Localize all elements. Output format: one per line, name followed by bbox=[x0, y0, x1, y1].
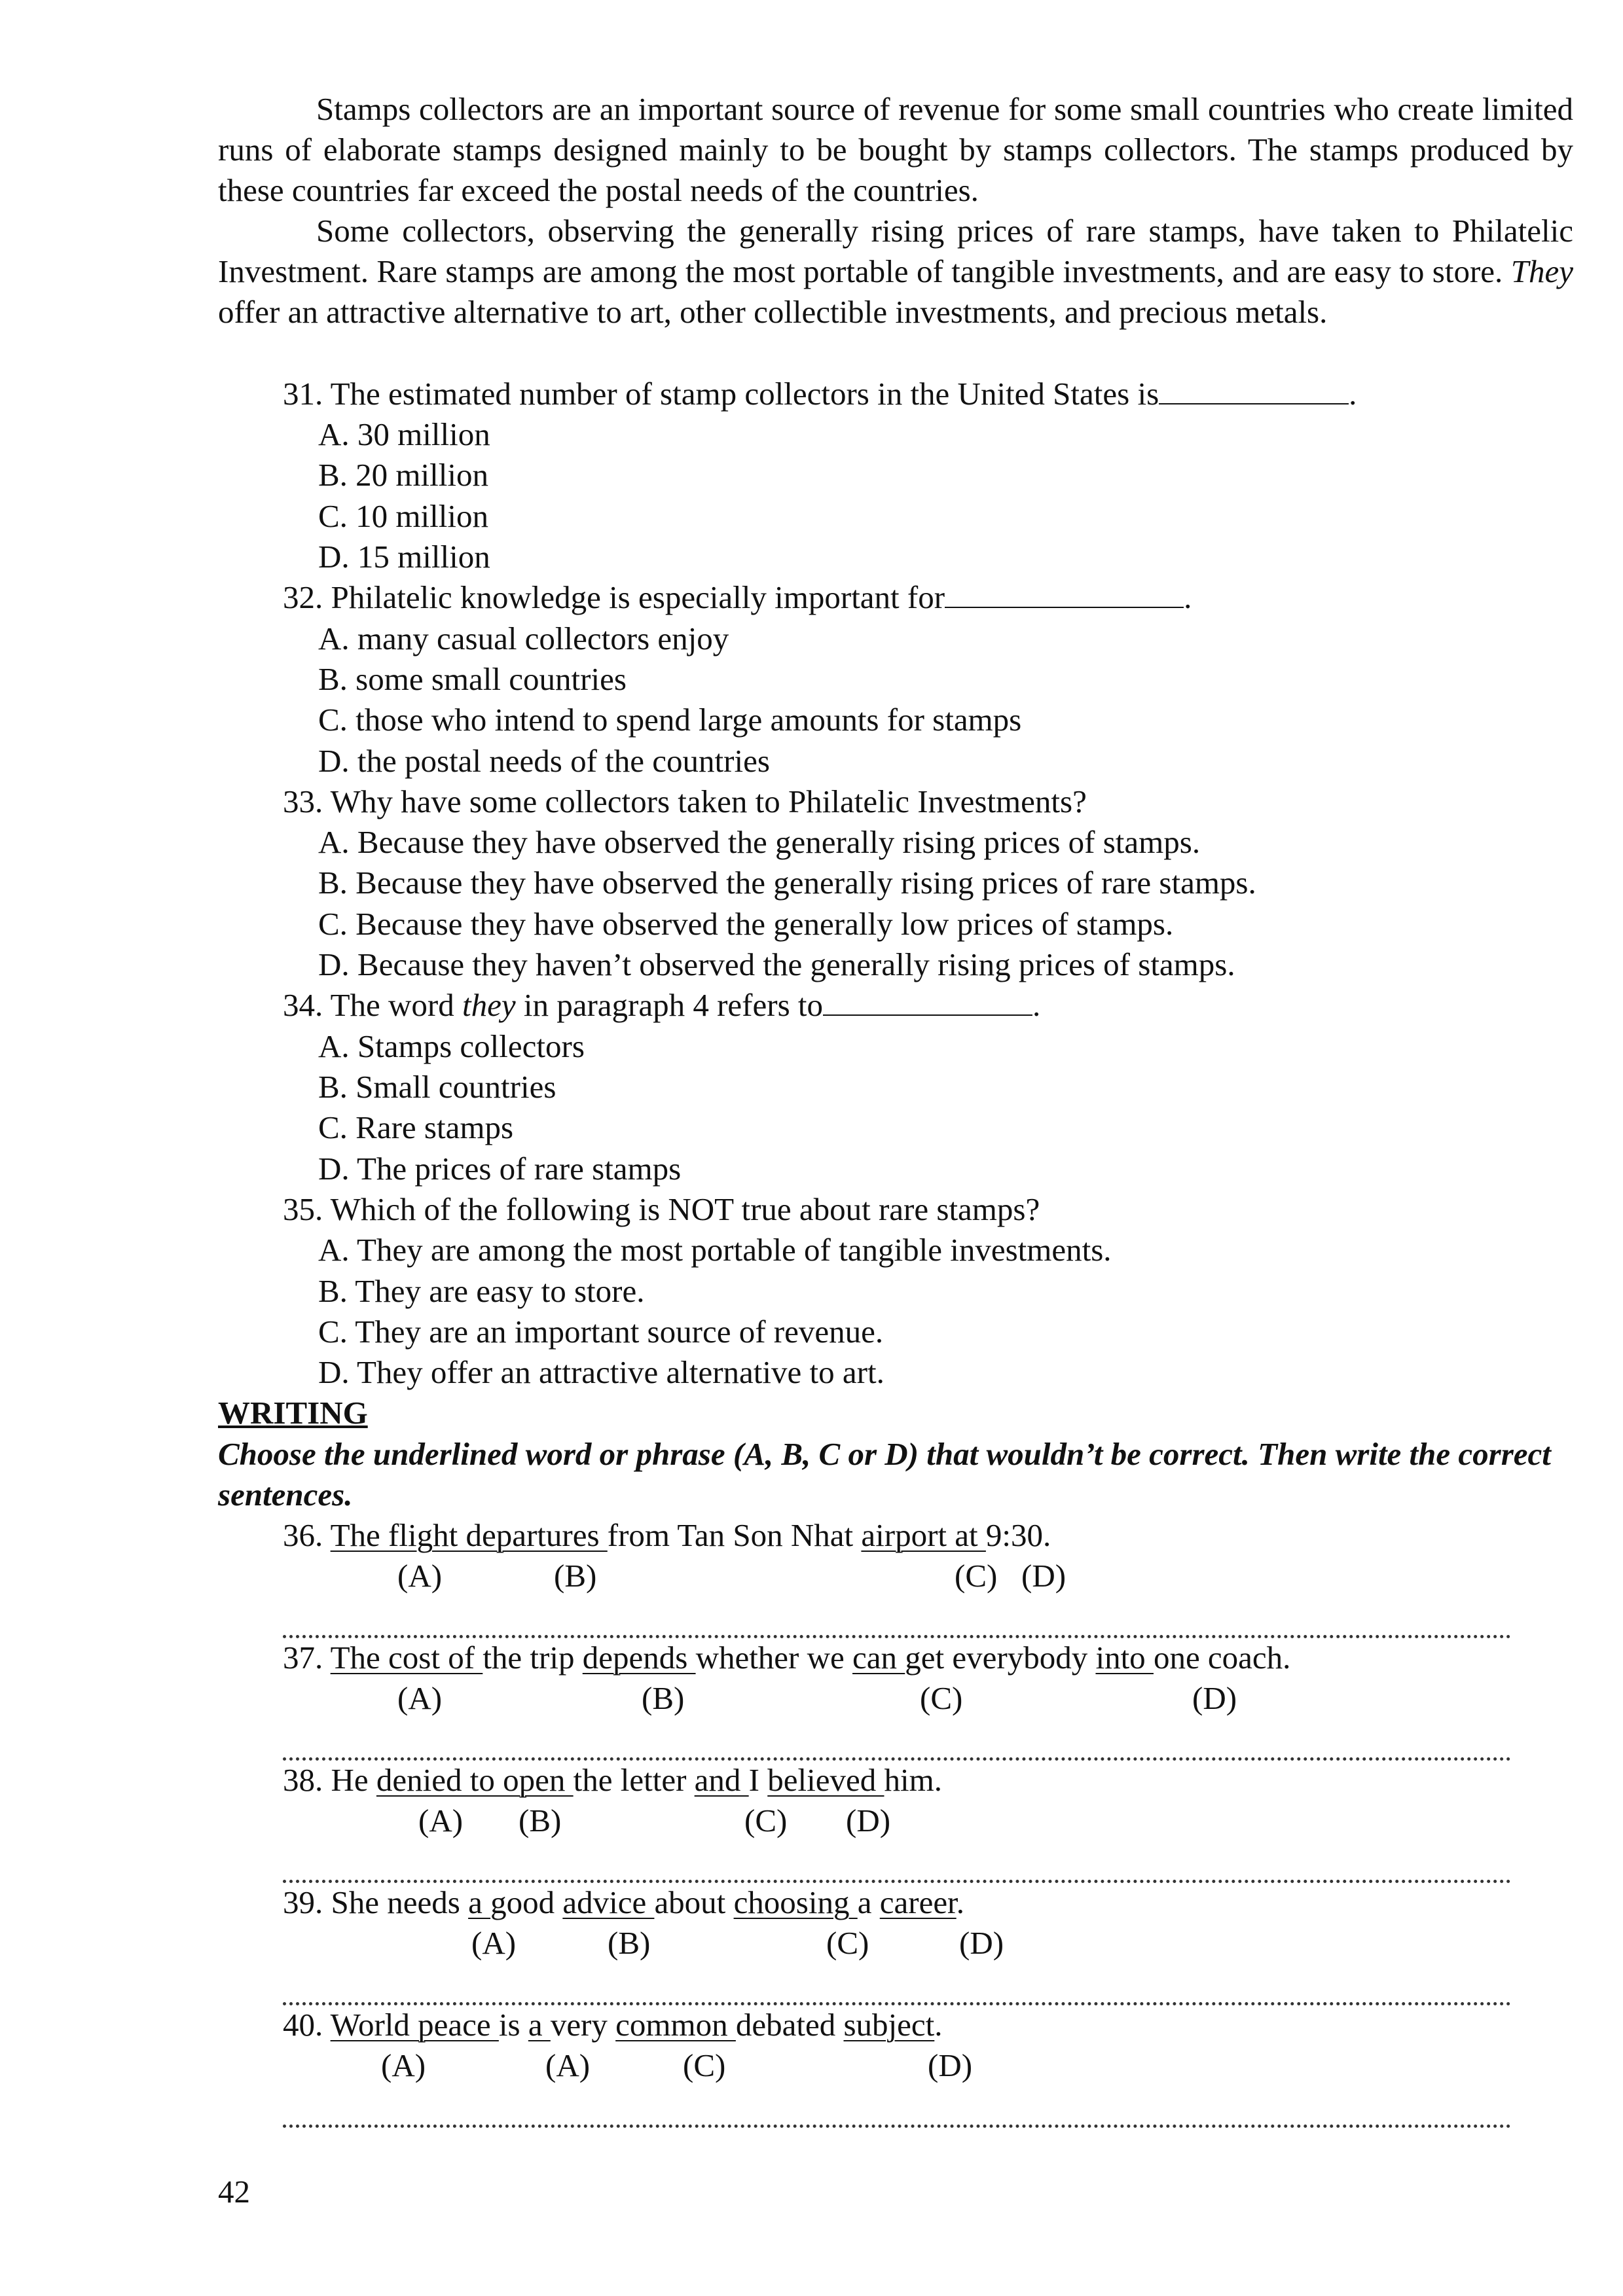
question-33-option-c: C. Because they have observed the generally low prices of stamps. bbox=[318, 906, 1174, 942]
paragraph-2-text-a: Some collectors, observing the generally rising prices of rare stamps, have taken to Philatelic Investment. Rare stamps are among the most portable of tangible investments, and are easy to store. bbox=[218, 213, 1573, 289]
writing-instruction: Choose the underlined word or phrase (A, B, C or D) that wouldn’t be correct. Then write the correct sentences. bbox=[218, 1436, 1551, 1513]
question-33-option-a: A. Because they have observed the generally rising prices of stamps. bbox=[318, 824, 1201, 860]
question-31-stem: 31. The estimated number of stamp collectors in the United States is . bbox=[283, 376, 1357, 412]
writing-item-36: 36. The flight departures from Tan Son Nhat airport at 9:30. bbox=[283, 1517, 1051, 1553]
item-37-letter-d: (D) bbox=[1192, 1680, 1237, 1716]
item-40-letter-a-second: (A) bbox=[545, 2047, 591, 2083]
writing-item-37: 37. The cost of the trip depends whether we can get everybody into one coach. bbox=[283, 1640, 1291, 1676]
writing-item-40: 40. World peace is a very common debated subject. bbox=[283, 2007, 943, 2043]
answer-dotted-line[interactable] bbox=[283, 1867, 1511, 1883]
reading-paragraph-2 bbox=[218, 211, 1573, 332]
item-36-letter-b: (B) bbox=[554, 1558, 597, 1594]
answer-blank bbox=[945, 578, 1184, 608]
item-38-letter-d: (D) bbox=[846, 1803, 891, 1839]
item-39-letter-b: (B) bbox=[608, 1925, 651, 1961]
item-38-letter-b: (B) bbox=[519, 1803, 562, 1839]
item-40-letter-d: (D) bbox=[928, 2047, 973, 2083]
question-34-option-b: B. Small countries bbox=[318, 1069, 556, 1105]
item-39-letter-c: (C) bbox=[826, 1925, 869, 1961]
question-35-option-a: A. They are among the most portable of tangible investments. bbox=[318, 1232, 1112, 1268]
question-35-option-c: C. They are an important source of revenue. bbox=[318, 1314, 884, 1350]
question-35-option-b: B. They are easy to store. bbox=[318, 1273, 645, 1309]
page-number: 42 bbox=[218, 2174, 250, 2210]
item-37-letter-c: (C) bbox=[920, 1680, 963, 1716]
answer-dotted-line[interactable] bbox=[283, 1622, 1511, 1638]
question-33-option-b: B. Because they have observed the generally rising prices of rare stamps. bbox=[318, 865, 1256, 901]
question-35-stem: 35. Which of the following is NOT true about rare stamps? bbox=[283, 1191, 1040, 1227]
question-34-stem: 34. The word they in paragraph 4 refers to . bbox=[283, 987, 1041, 1023]
question-32-option-d: D. the postal needs of the countries bbox=[318, 743, 770, 779]
question-32-stem: 32. Philatelic knowledge is especially important for . bbox=[283, 579, 1192, 615]
item-38-letter-a: (A) bbox=[418, 1803, 464, 1839]
question-33-option-d: D. Because they haven’t observed the generally rising prices of stamps. bbox=[318, 946, 1235, 982]
writing-item-38: 38. He denied to open the letter and I believed him. bbox=[283, 1762, 942, 1798]
question-31-option-d: D. 15 million bbox=[318, 539, 490, 575]
writing-heading: WRITING bbox=[218, 1395, 368, 1431]
question-35-option-d: D. They offer an attractive alternative to art. bbox=[318, 1354, 884, 1390]
item-39-letter-d: (D) bbox=[959, 1925, 1004, 1961]
question-31-option-a: A. 30 million bbox=[318, 416, 490, 452]
answer-dotted-line[interactable] bbox=[283, 1744, 1511, 1761]
question-33-stem: 33. Why have some collectors taken to Philatelic Investments? bbox=[283, 783, 1087, 819]
question-32-option-b: B. some small countries bbox=[318, 661, 627, 697]
question-31-option-c: C. 10 million bbox=[318, 498, 489, 534]
item-36-letter-d: (D) bbox=[1021, 1558, 1067, 1594]
answer-dotted-line[interactable] bbox=[283, 1989, 1511, 2005]
item-40-letter-a: (A) bbox=[381, 2047, 426, 2083]
item-36-letter-c: (C) bbox=[955, 1558, 998, 1594]
writing-item-39: 39. She needs a good advice about choosing a career. bbox=[283, 1884, 964, 1920]
item-37-letter-a: (A) bbox=[397, 1680, 443, 1716]
paragraph-2-text-b: offer an attractive alternative to art, other collectible investments, and precious metals. bbox=[218, 294, 1328, 330]
item-40-letter-c: (C) bbox=[683, 2047, 726, 2083]
item-37-letter-b: (B) bbox=[642, 1680, 685, 1716]
question-32-option-c: C. those who intend to spend large amounts for stamps bbox=[318, 702, 1022, 738]
question-34-option-a: A. Stamps collectors bbox=[318, 1028, 585, 1064]
reading-paragraph-1: Stamps collectors are an important source of revenue for some small countries who create limited runs of elaborate stamps designed mainly to be bought by stamps collectors. The stamps produced by these countries far exceed the postal needs of the countries. bbox=[218, 91, 1573, 208]
answer-blank bbox=[1159, 374, 1349, 404]
question-34-option-d: D. The prices of rare stamps bbox=[318, 1151, 682, 1187]
answer-blank bbox=[823, 986, 1032, 1016]
paragraph-2-they: They bbox=[1510, 253, 1573, 289]
item-39-letter-a: (A) bbox=[471, 1925, 517, 1961]
item-36-letter-a: (A) bbox=[397, 1558, 443, 1594]
answer-dotted-line[interactable] bbox=[283, 2111, 1511, 2128]
question-31-option-b: B. 20 million bbox=[318, 457, 489, 493]
question-32-option-a: A. many casual collectors enjoy bbox=[318, 620, 729, 656]
item-38-letter-c: (C) bbox=[744, 1803, 788, 1839]
question-34-option-c: C. Rare stamps bbox=[318, 1109, 514, 1145]
